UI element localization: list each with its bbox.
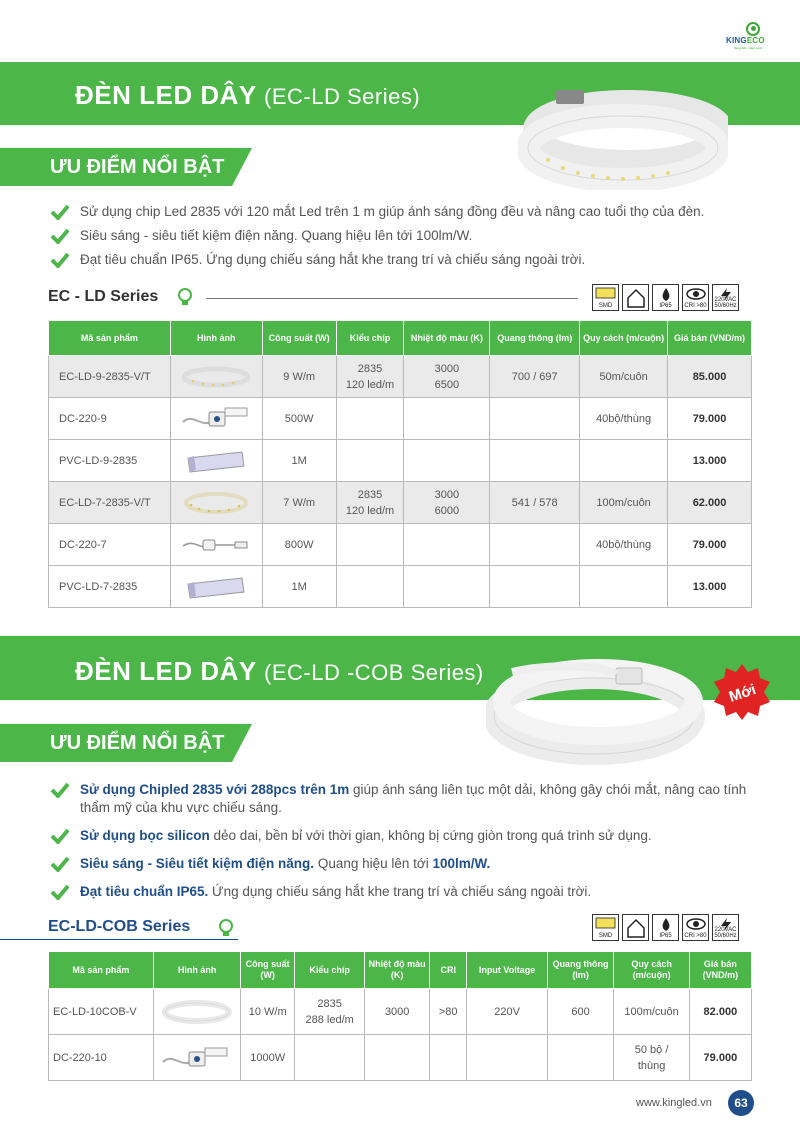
list-item: Đạt tiêu chuẩn IP65. Ứng dụng chiếu sáng hắt khe trang trí và chiếu sáng ngoài trời. — [48, 883, 768, 901]
col-header: Quy cách (m/cuộn) — [614, 952, 689, 989]
led-strip-image — [518, 80, 728, 190]
spec-cell: 50m/cuôn — [580, 356, 668, 398]
table-row — [49, 440, 752, 482]
product-code: DC-220-7 — [49, 524, 171, 566]
section2-title: ĐÈN LED DÂY (EC-LD -COB Series) — [75, 656, 484, 686]
chip-cell — [336, 398, 404, 440]
temp-cell — [404, 524, 490, 566]
house-icon — [622, 914, 649, 941]
house-icon — [622, 284, 649, 311]
smd-icon: SMD — [592, 914, 619, 941]
table-row — [49, 356, 752, 398]
price-cell: 13.000 — [668, 566, 752, 608]
list-item: Đạt tiêu chuẩn IP65. Ứng dụng chiếu sáng hắt khe trang trí và chiếu sáng ngoài trời. — [48, 251, 768, 269]
product-code: DC-220-10 — [49, 1035, 154, 1081]
led-strip-thumbnail — [179, 490, 253, 516]
power-cell: 9 W/m — [262, 356, 336, 398]
new-badge — [712, 662, 772, 722]
table-header-row — [49, 952, 752, 989]
spec-cell — [580, 566, 668, 608]
table-row — [49, 989, 752, 1035]
chip-cell — [336, 524, 404, 566]
price-cell: 13.000 — [668, 440, 752, 482]
product-image — [170, 524, 262, 566]
chip-cell: 2835 120 led/m — [336, 356, 404, 398]
section2-series-heading: EC-LD-COB Series — [48, 918, 191, 935]
col-header: Kiểu chíp — [336, 321, 404, 356]
temp-cell: 3000 6000 — [404, 482, 490, 524]
list-item: Sử dụng bọc silicon dẻo dai, bền bỉ với thời gian, không bị cứng giòn trong quá trình sử dụng. — [48, 827, 768, 845]
spec-cell: 50 bộ / thùng — [614, 1035, 689, 1081]
temp-cell — [404, 398, 490, 440]
list-item: Siêu sáng - siêu tiết kiệm điện năng. Quang hiệu lên tới 100lm/W. — [48, 227, 768, 245]
section2-advantages-tab: ƯU ĐIỂM NỔI BẬT — [0, 724, 232, 762]
ip65-icon: IP65 — [652, 284, 679, 311]
price-cell: 79.000 — [689, 1035, 751, 1081]
col-header: Hình ảnh — [170, 321, 262, 356]
product-code: EC-LD-9-2835-V/T — [49, 356, 171, 398]
col-header: Quang thông (lm) — [547, 952, 614, 989]
temp-cell — [365, 1035, 430, 1081]
product-code: PVC-LD-9-2835 — [49, 440, 171, 482]
product-image — [170, 482, 262, 524]
eye-icon: CRI >80 — [682, 284, 709, 311]
pvc-channel-thumbnail — [184, 574, 248, 600]
brand-tagline: Sáng bền - Đẹp xanh — [734, 46, 763, 50]
ip65-icon: IP65 — [652, 914, 679, 941]
leaf-icon — [746, 22, 760, 36]
check-icon — [50, 204, 70, 220]
col-header: Công suất (W) — [262, 321, 336, 356]
smd-icon: SMD — [592, 284, 619, 311]
col-header: Quy cách (m/cuộn) — [580, 321, 668, 356]
led-strip-thumbnail — [179, 365, 253, 389]
power-cell: 800W — [262, 524, 336, 566]
temp-cell: 3000 — [365, 989, 430, 1035]
product-code: DC-220-9 — [49, 398, 171, 440]
divider — [0, 939, 238, 940]
col-header: Kiểu chíp — [294, 952, 364, 989]
power-cable-thumbnail — [179, 534, 253, 556]
chip-cell — [336, 566, 404, 608]
lumen-cell — [490, 524, 580, 566]
pvc-channel-thumbnail — [184, 448, 248, 474]
product-image — [170, 398, 262, 440]
lumen-cell — [490, 566, 580, 608]
check-icon — [50, 856, 70, 872]
section1-advantages-tab: ƯU ĐIỂM NỔI BẬT — [0, 148, 232, 186]
col-header: Mã sản phẩm — [49, 321, 171, 356]
spec-cell — [580, 440, 668, 482]
table-row — [49, 482, 752, 524]
col-header: Nhiệt độ màu (K) — [404, 321, 490, 356]
lightbulb-icon — [176, 287, 194, 307]
voltage-icon: 220VAC 50/60Hz — [712, 284, 739, 311]
power-cell: 1M — [262, 566, 336, 608]
table-row — [49, 1035, 752, 1081]
footer-url[interactable]: www.kingled.vn — [636, 1097, 712, 1109]
chip-cell — [294, 1035, 364, 1081]
spec-cell: 100m/cuôn — [614, 989, 689, 1035]
page-number: 63 — [728, 1090, 754, 1116]
section1-title: ĐÈN LED DÂY (EC-LD Series) — [75, 80, 421, 110]
voltage-icon: 220VAC 50/60Hz — [712, 914, 739, 941]
col-header: Công suất (W) — [241, 952, 294, 989]
table-row — [49, 566, 752, 608]
brand-name: KINGECO — [726, 36, 765, 45]
cri-cell: >80 — [429, 989, 466, 1035]
list-item: Sử dụng Chipled 2835 với 288pcs trên 1m giúp ánh sáng liên tục một dải, không gây chói mắt, nâng cao tính thẩm mỹ của khu vực chiếu sáng. — [48, 781, 768, 817]
lumen-cell — [547, 1035, 614, 1081]
lumen-cell — [490, 440, 580, 482]
chip-cell — [336, 440, 404, 482]
brand-logo — [722, 22, 782, 50]
spec-cell: 100m/cuôn — [580, 482, 668, 524]
eye-icon: CRI >80 — [682, 914, 709, 941]
product-code: EC-LD-10COB-V — [49, 989, 154, 1035]
divider — [206, 298, 578, 299]
check-icon — [50, 252, 70, 268]
table-row — [49, 398, 752, 440]
power-cell: 1000W — [241, 1035, 294, 1081]
product-code: PVC-LD-7-2835 — [49, 566, 171, 608]
spec-cell: 40bộ/thùng — [580, 398, 668, 440]
col-header: Quang thông (lm) — [490, 321, 580, 356]
check-icon — [50, 228, 70, 244]
lumen-cell — [490, 398, 580, 440]
power-cell: 500W — [262, 398, 336, 440]
col-header: Hình ảnh — [153, 952, 241, 989]
price-cell: 82.000 — [689, 989, 751, 1035]
section1-series-heading: EC - LD Series — [48, 288, 159, 305]
list-item: Sử dụng chip Led 2835 với 120 mắt Led trên 1 m giúp ánh sáng đồng đều và nâng cao tuổi thọ của đèn. — [48, 203, 768, 221]
table-header-row — [49, 321, 752, 356]
section1-bullets — [48, 203, 768, 275]
voltage-cell — [467, 1035, 547, 1081]
temp-cell: 3000 6500 — [404, 356, 490, 398]
col-header: Nhiệt độ màu (K) — [365, 952, 430, 989]
cob-strip-image — [486, 654, 706, 772]
chip-cell: 2835 288 led/m — [294, 989, 364, 1035]
lumen-cell: 700 / 697 — [490, 356, 580, 398]
cob-strip-thumbnail — [159, 998, 235, 1026]
check-icon — [50, 828, 70, 844]
check-icon — [50, 782, 70, 798]
power-cell: 10 W/m — [241, 989, 294, 1035]
power-connector-thumbnail — [179, 404, 253, 434]
spec-cell: 40bộ/thùng — [580, 524, 668, 566]
certification-icons — [592, 284, 739, 311]
section2-bullets — [48, 781, 768, 911]
col-header: CRI — [429, 952, 466, 989]
certification-icons — [592, 914, 739, 941]
product-image — [170, 566, 262, 608]
product-image — [170, 356, 262, 398]
price-cell: 79.000 — [668, 524, 752, 566]
lumen-cell: 600 — [547, 989, 614, 1035]
product-image — [153, 989, 241, 1035]
table-row — [49, 524, 752, 566]
temp-cell — [404, 566, 490, 608]
col-header: Input Voltage — [467, 952, 547, 989]
power-cell: 7 W/m — [262, 482, 336, 524]
list-item: Siêu sáng - Siêu tiết kiệm điện năng. Quang hiệu lên tới 100lm/W. — [48, 855, 768, 873]
price-cell: 85.000 — [668, 356, 752, 398]
price-cell: 62.000 — [668, 482, 752, 524]
product-image — [153, 1035, 241, 1081]
product-code: EC-LD-7-2835-V/T — [49, 482, 171, 524]
check-icon — [50, 884, 70, 900]
section2-price-table — [48, 951, 752, 1081]
price-cell: 79.000 — [668, 398, 752, 440]
voltage-cell: 220V — [467, 989, 547, 1035]
power-connector-thumbnail — [159, 1042, 235, 1074]
col-header: Giá bán (VND/m) — [668, 321, 752, 356]
lightbulb-icon — [217, 918, 235, 938]
section1-price-table — [48, 320, 752, 608]
cri-cell — [429, 1035, 466, 1081]
temp-cell — [404, 440, 490, 482]
col-header: Mã sản phẩm — [49, 952, 154, 989]
product-image — [170, 440, 262, 482]
chip-cell: 2835 120 led/m — [336, 482, 404, 524]
lumen-cell: 541 / 578 — [490, 482, 580, 524]
new-badge-text: Mới — [726, 681, 759, 706]
col-header: Giá bán (VND/m) — [689, 952, 751, 989]
power-cell: 1M — [262, 440, 336, 482]
